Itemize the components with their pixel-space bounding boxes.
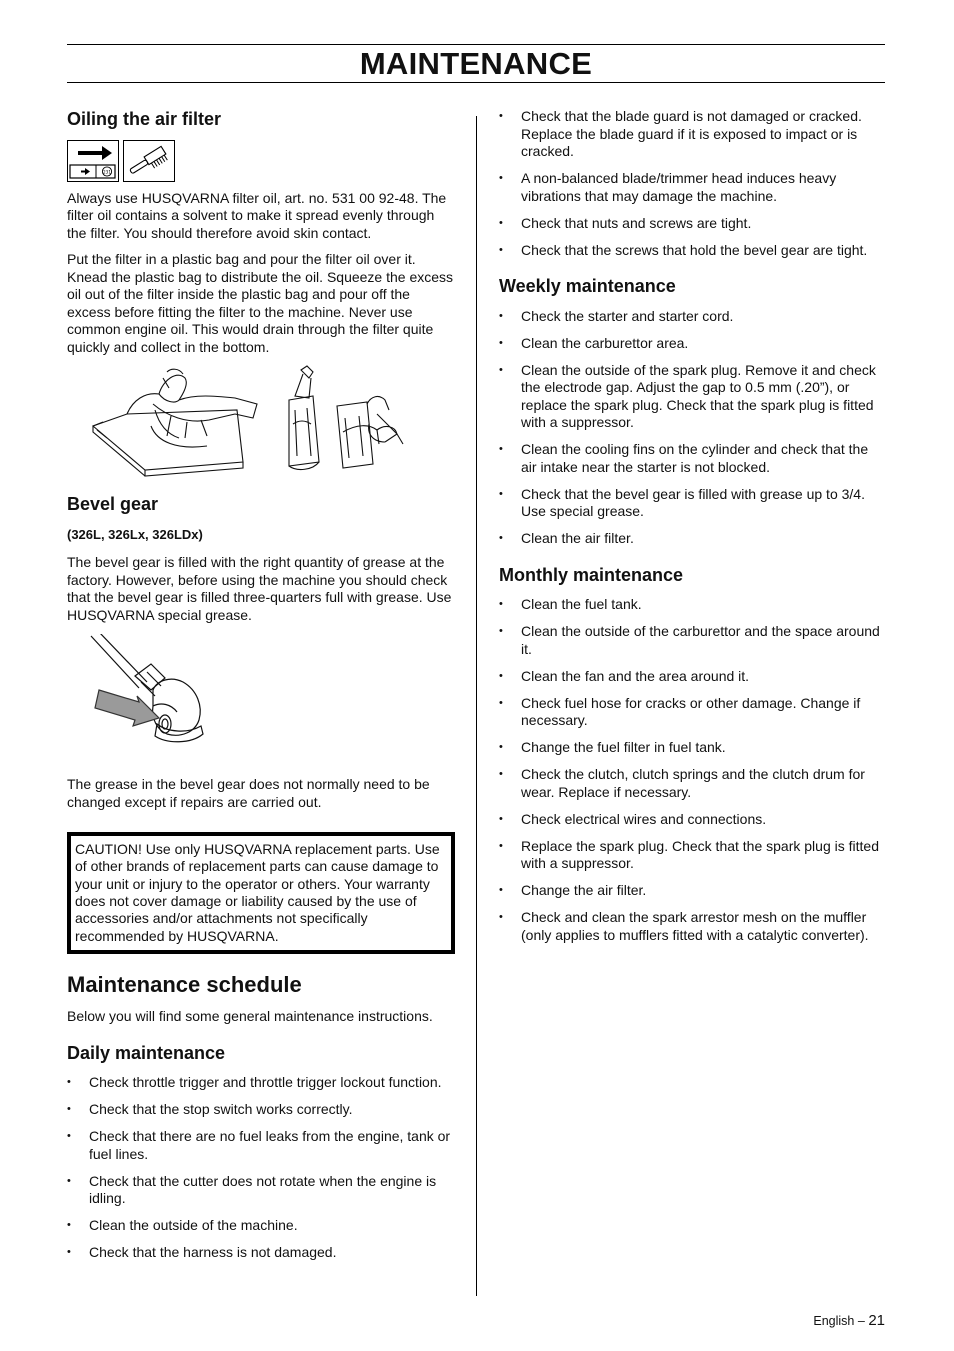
list-item: • Clean the cooling fins on the cylinder and check that the air intake near the starter is not blocked. [499,441,885,476]
bevel-gear-heading: Bevel gear [67,494,159,515]
right-column [499,108,885,954]
list-item: • Clean the fuel tank. [499,596,885,614]
filter-oiling-illustration [67,364,455,480]
monthly-maintenance-heading: Monthly maintenance [499,564,684,585]
list-item: • Check that the stop switch works correctly. [67,1101,455,1119]
list-item: • Clean the outside of the machine. [67,1217,455,1235]
svg-text:231: 231 [103,168,111,174]
bevel-gear-paragraph-2: The grease in the bevel gear does not normally need to be changed except if repairs are carried out. [67,776,430,810]
list-item: • Check electrical wires and connections. [499,811,885,829]
page-number: 21 [868,1312,885,1329]
list-item: • Check that the cutter does not rotate when the engine is idling. [67,1173,455,1208]
weekly-maintenance-heading: Weekly maintenance [499,276,676,296]
arrow-reference-icon [67,140,119,182]
footer-language: English [813,1314,855,1328]
weekly-maintenance-list [499,308,885,548]
monthly-maintenance-list [499,596,885,944]
daily-maintenance-list [67,1074,455,1262]
air-filter-paragraph-2: Put the filter in a plastic bag and pour the filter oil over it. Knead the plastic bag to distribute the oil. Squeeze the excess oil out of the filter inside the plastic bag and pour off the excess before fitting the filter to the machine. Never use common engine oil. This would drain through the filter quite quickly and collect in the bottom. [67,251,454,355]
bevel-gear-section [67,494,455,811]
daily-maintenance-heading: Daily maintenance [67,1042,226,1063]
daily-maintenance-list-continued [499,108,885,259]
list-item: • Check that nuts and screws are tight. [499,215,885,233]
symbol-row [67,140,455,182]
page-header [67,44,885,83]
list-item: • Clean the outside of the spark plug. Remove it and check the electrode gap. Adjust the gap to 0.5 mm (.20”), or replace the spark plug. Check that the spark plug is fitted with a suppressor. [499,362,885,432]
monthly-maintenance-section [499,565,885,945]
list-item: • Change the fuel filter in fuel tank. [499,739,885,757]
list-item: • Check and clean the spark arrestor mesh on the muffler (only applies to mufflers fitted with a catalytic converter). [499,909,885,944]
list-item: • Change the air filter. [499,882,885,900]
list-item: • Replace the spark plug. Check that the spark plug is fitted with a suppressor. [499,838,885,873]
caution-text: CAUTION! Use only HUSQVARNA replacement parts. Use of other brands of replacement parts can cause damage to your unit or injury to the operator or others. Your warranty does not cover damage or liability caused by the use of accessories and/or attachments not specifically recommended by HUSQVARNA. [75,841,440,944]
weekly-maintenance-section [499,276,885,548]
maintenance-schedule-intro: Below you will find some general maintenance instructions. [67,1008,433,1025]
air-filter-heading: Oiling the air filter [67,109,222,129]
list-item: • Clean the fan and the area around it. [499,668,885,686]
column-divider [476,116,477,1296]
left-column [67,105,455,1271]
list-item: • Check that there are no fuel leaks from the engine, tank or fuel lines. [67,1128,455,1163]
maintenance-schedule-heading: Maintenance schedule [67,971,302,997]
list-item: • Check the clutch, clutch springs and the clutch drum for wear. Replace if necessary. [499,766,885,801]
list-item: • Check that the bevel gear is filled with grease up to 3/4. Use special grease. [499,486,885,521]
page-footer [813,1312,885,1329]
list-item: • Clean the air filter. [499,530,885,548]
footer-separator: – [857,1314,865,1328]
list-item: • A non-balanced blade/trimmer head induces heavy vibrations that may damage the machine. [499,170,885,205]
list-item: • Check throttle trigger and throttle trigger lockout function. [67,1074,455,1092]
list-item: • Check that the blade guard is not damaged or cracked. Replace the blade guard if it is exposed to impact or is cracked. [499,108,885,161]
bevel-gear-models: (326L, 326Lx, 326LDx) [67,526,203,542]
bevel-gear-grease-illustration [67,634,455,758]
page-title: MAINTENANCE [359,46,593,81]
caution-box [67,832,455,954]
list-item: • Clean the outside of the carburettor and the space around it. [499,623,885,658]
list-item: • Check that the screws that hold the bevel gear are tight. [499,242,885,260]
bevel-gear-paragraph-1: The bevel gear is filled with the right quantity of grease at the factory. However, before using the machine you should check that the bevel gear is filled three-quarters full with grease. Use HUSQVARNA special grease. [67,554,452,623]
list-item: • Check fuel hose for cracks or other damage. Change if necessary. [499,695,885,730]
air-filter-paragraph-1: Always use HUSQVARNA filter oil, art. no. 531 00 92-48. The filter oil contains a solvent to make it spread evenly through the filter. You should therefore avoid skin contact. [67,189,447,241]
air-filter-section [67,109,455,480]
list-item: • Clean the carburettor area. [499,335,885,353]
list-item: • Check that the harness is not damaged. [67,1244,455,1262]
list-item: • Check the starter and starter cord. [499,308,885,326]
brush-icon [123,140,175,182]
maintenance-schedule-section [67,972,455,1262]
